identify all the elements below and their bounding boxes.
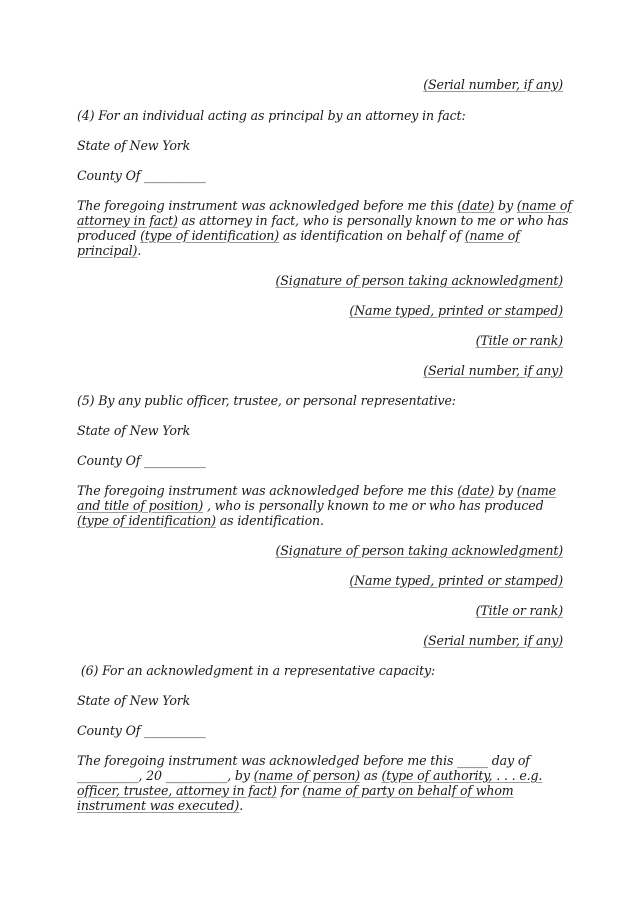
section-4-state: State of New York [77,138,191,153]
paragraph-text: for [276,783,303,798]
paragraph-line [77,768,563,783]
title-label: (Title or rank) [475,333,563,348]
placeholder-field: (name [516,483,556,498]
section-6-state: State of New York [77,693,191,708]
section-5-title-line [77,603,563,618]
paragraph-line [77,753,563,768]
paragraph-text: The foregoing instrument was acknowledged before me this _____ day of [77,753,530,768]
section-4-paragraph [77,198,572,258]
paragraph-text: by [494,483,517,498]
paragraph-line [77,783,563,798]
paragraph-line [77,228,563,243]
section-6-paragraph [77,753,563,813]
placeholder-field: (date) [457,198,495,213]
section-6-heading: (6) For an acknowledgment in a representative capacity: [77,663,436,678]
section-4-county: County Of __________ [77,168,206,183]
placeholder-field: attorney in fact) [77,213,178,228]
serial-number-line [77,77,563,92]
paragraph-line [77,513,563,528]
paragraph-text: as [360,768,382,783]
placeholder-field: (name of [516,198,572,213]
section-5-state: State of New York [77,423,191,438]
paragraph-line [77,243,563,258]
paragraph-line [77,198,572,213]
section-5-heading: (5) By any public officer, trustee, or personal representative: [77,393,456,408]
placeholder-field: (name of party on behalf of whom [302,783,514,798]
paragraph-text: The foregoing instrument was acknowledged before me this [77,483,458,498]
name-label: (Name typed, printed or stamped) [349,573,563,588]
section-4-serial-line [77,363,563,378]
placeholder-field: and title of position) [77,498,204,513]
section-5-county: County Of __________ [77,453,206,468]
serial-number-label: (Serial number, if any) [423,363,563,378]
paragraph-text: produced [77,228,141,243]
paragraph-text: as attorney in fact, who is personally known to me or who has [177,213,569,228]
placeholder-field: (name of person) [253,768,361,783]
serial-number-label: (Serial number, if any) [423,77,563,92]
paragraph-text: , who is personally known to me or who has produced [203,498,544,513]
section-4-name-line [77,303,563,318]
paragraph-text: The foregoing instrument was acknowledged before me this [77,198,458,213]
section-4-signature-line [77,273,563,288]
placeholder-field: principal) [77,243,138,258]
section-5-signature-line [77,543,563,558]
placeholder-field: (type of identification) [77,513,216,528]
section-4-heading: (4) For an individual acting as principal by an attorney in fact: [77,108,466,123]
section-5-paragraph [77,483,563,528]
paragraph-line [77,483,563,498]
section-5-serial-line [77,633,563,648]
section-4-title-line [77,333,563,348]
placeholder-field: (date) [457,483,495,498]
section-5-name-line [77,573,563,588]
paragraph-text: . [137,243,142,258]
paragraph-text: __________, 20 __________, by [77,768,254,783]
section-6-county: County Of __________ [77,723,206,738]
placeholder-field: instrument was executed) [77,798,240,813]
title-label: (Title or rank) [475,603,563,618]
paragraph-line [77,213,569,228]
paragraph-line [77,798,563,813]
paragraph-text: . [239,798,244,813]
paragraph-line [77,498,563,513]
placeholder-field: (type of authority, . . . e.g. [381,768,543,783]
placeholder-field: (name of [464,228,520,243]
placeholder-field: officer, trustee, attorney in fact) [77,783,277,798]
signature-label: (Signature of person taking acknowledgment) [275,273,563,288]
name-label: (Name typed, printed or stamped) [349,303,563,318]
serial-number-label: (Serial number, if any) [423,633,563,648]
paragraph-text: as identification on behalf of [279,228,465,243]
signature-label: (Signature of person taking acknowledgment) [275,543,563,558]
placeholder-field: (type of identification) [140,228,280,243]
paragraph-text: as identification. [215,513,324,528]
paragraph-text: by [494,198,517,213]
